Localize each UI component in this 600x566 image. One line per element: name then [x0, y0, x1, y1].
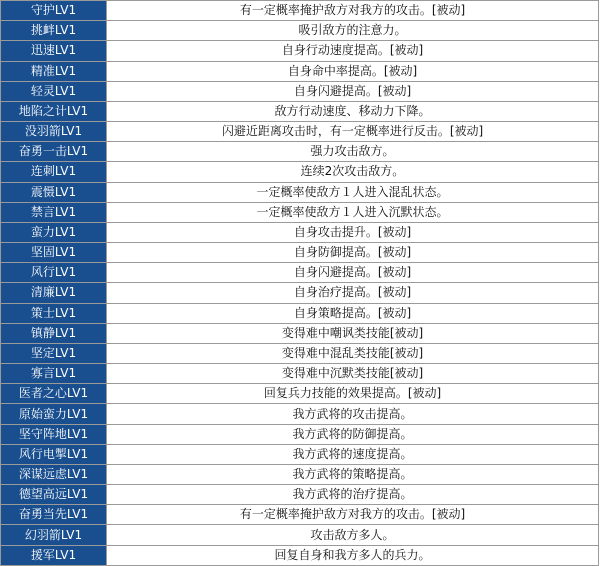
- skill-name-cell: 援军LV1: [1, 545, 107, 565]
- skill-name-cell: 清廉LV1: [1, 283, 107, 303]
- table-row: [1, 404, 599, 424]
- table-row: [1, 303, 599, 323]
- skill-description-cell: 我方武将的速度提高。: [107, 444, 599, 464]
- skill-description-cell: 我方武将的攻击提高。: [107, 404, 599, 424]
- skill-description-cell: 我方武将的策略提高。: [107, 464, 599, 484]
- skill-description-cell: 自身防御提高。[被动]: [107, 243, 599, 263]
- skill-description-cell: 敌方行动速度、移动力下降。: [107, 101, 599, 121]
- table-row: [1, 21, 599, 41]
- skill-name-cell: 医者之心LV1: [1, 384, 107, 404]
- skill-description-cell: 变得难中混乱类技能[被动]: [107, 343, 599, 363]
- table-row: [1, 162, 599, 182]
- table-row: [1, 202, 599, 222]
- skill-name-cell: 原始蛮力LV1: [1, 404, 107, 424]
- skill-description-cell: 自身行动速度提高。[被动]: [107, 41, 599, 61]
- table-row: [1, 444, 599, 464]
- skill-description-cell: 我方武将的治疗提高。: [107, 485, 599, 505]
- skill-name-cell: 轻灵LV1: [1, 81, 107, 101]
- skill-description-cell: 攻击敌方多人。: [107, 525, 599, 545]
- skill-name-cell: 精准LV1: [1, 61, 107, 81]
- table-row: [1, 243, 599, 263]
- skill-description-cell: 回复兵力技能的效果提高。[被动]: [107, 384, 599, 404]
- skill-description-cell: 我方武将的防御提高。: [107, 424, 599, 444]
- table-row: [1, 464, 599, 484]
- skill-name-cell: 坚定LV1: [1, 343, 107, 363]
- table-row: [1, 505, 599, 525]
- skill-description-cell: 自身命中率提高。[被动]: [107, 61, 599, 81]
- table-row: [1, 101, 599, 121]
- skill-name-cell: 震慑LV1: [1, 182, 107, 202]
- skill-name-cell: 深谋远虑LV1: [1, 464, 107, 484]
- skill-description-cell: 一定概率使敌方１人进入沉默状态。: [107, 202, 599, 222]
- table-row: [1, 364, 599, 384]
- skill-description-cell: 自身闪避提高。[被动]: [107, 81, 599, 101]
- skill-name-cell: 奋勇当先LV1: [1, 505, 107, 525]
- table-row: [1, 81, 599, 101]
- skill-description-cell: 有一定概率掩护敌方对我方的攻击。[被动]: [107, 505, 599, 525]
- skill-name-cell: 德望高远LV1: [1, 485, 107, 505]
- skill-description-cell: 自身攻击提升。[被动]: [107, 222, 599, 242]
- table-row: [1, 545, 599, 565]
- skill-name-cell: 地陷之计LV1: [1, 101, 107, 121]
- table-row: [1, 222, 599, 242]
- skill-description-cell: 闪避近距离攻击时，有一定概率进行反击。[被动]: [107, 122, 599, 142]
- table-row: [1, 142, 599, 162]
- skill-name-cell: 镇静LV1: [1, 323, 107, 343]
- skill-name-cell: 禁言LV1: [1, 202, 107, 222]
- table-row: [1, 283, 599, 303]
- table-row: [1, 122, 599, 142]
- skill-name-cell: 守护LV1: [1, 1, 107, 21]
- skill-description-cell: 有一定概率掩护敌方对我方的攻击。[被动]: [107, 1, 599, 21]
- skill-description-cell: 强力攻击敌方。: [107, 142, 599, 162]
- skill-name-cell: 坚固LV1: [1, 243, 107, 263]
- skill-description-cell: 自身闪避提高。[被动]: [107, 263, 599, 283]
- skills-table-body: [1, 1, 599, 566]
- skill-name-cell: 坚守阵地LV1: [1, 424, 107, 444]
- skill-description-cell: 变得难中沉默类技能[被动]: [107, 364, 599, 384]
- skill-description-cell: 连续2次攻击敌方。: [107, 162, 599, 182]
- table-row: [1, 323, 599, 343]
- table-row: [1, 1, 599, 21]
- skill-name-cell: 蛮力LV1: [1, 222, 107, 242]
- skill-description-cell: 变得难中嘲讽类技能[被动]: [107, 323, 599, 343]
- skill-description-cell: 自身治疗提高。[被动]: [107, 283, 599, 303]
- skill-name-cell: 迅速LV1: [1, 41, 107, 61]
- table-row: [1, 263, 599, 283]
- skill-name-cell: 风行LV1: [1, 263, 107, 283]
- skill-name-cell: 连刺LV1: [1, 162, 107, 182]
- table-row: [1, 182, 599, 202]
- skill-description-cell: 吸引敌方的注意力。: [107, 21, 599, 41]
- skill-description-cell: 自身策略提高。[被动]: [107, 303, 599, 323]
- table-row: [1, 384, 599, 404]
- table-row: [1, 61, 599, 81]
- skill-description-cell: 一定概率使敌方１人进入混乱状态。: [107, 182, 599, 202]
- skill-name-cell: 奋勇一击LV1: [1, 142, 107, 162]
- skill-name-cell: 幻羽箭LV1: [1, 525, 107, 545]
- skill-name-cell: 风行电掣LV1: [1, 444, 107, 464]
- table-row: [1, 424, 599, 444]
- table-row: [1, 485, 599, 505]
- skill-name-cell: 没羽箭LV1: [1, 122, 107, 142]
- skill-name-cell: 寡言LV1: [1, 364, 107, 384]
- table-row: [1, 41, 599, 61]
- skill-description-cell: 回复自身和我方多人的兵力。: [107, 545, 599, 565]
- table-row: [1, 343, 599, 363]
- table-row: [1, 525, 599, 545]
- skill-name-cell: 策士LV1: [1, 303, 107, 323]
- skill-name-cell: 挑衅LV1: [1, 21, 107, 41]
